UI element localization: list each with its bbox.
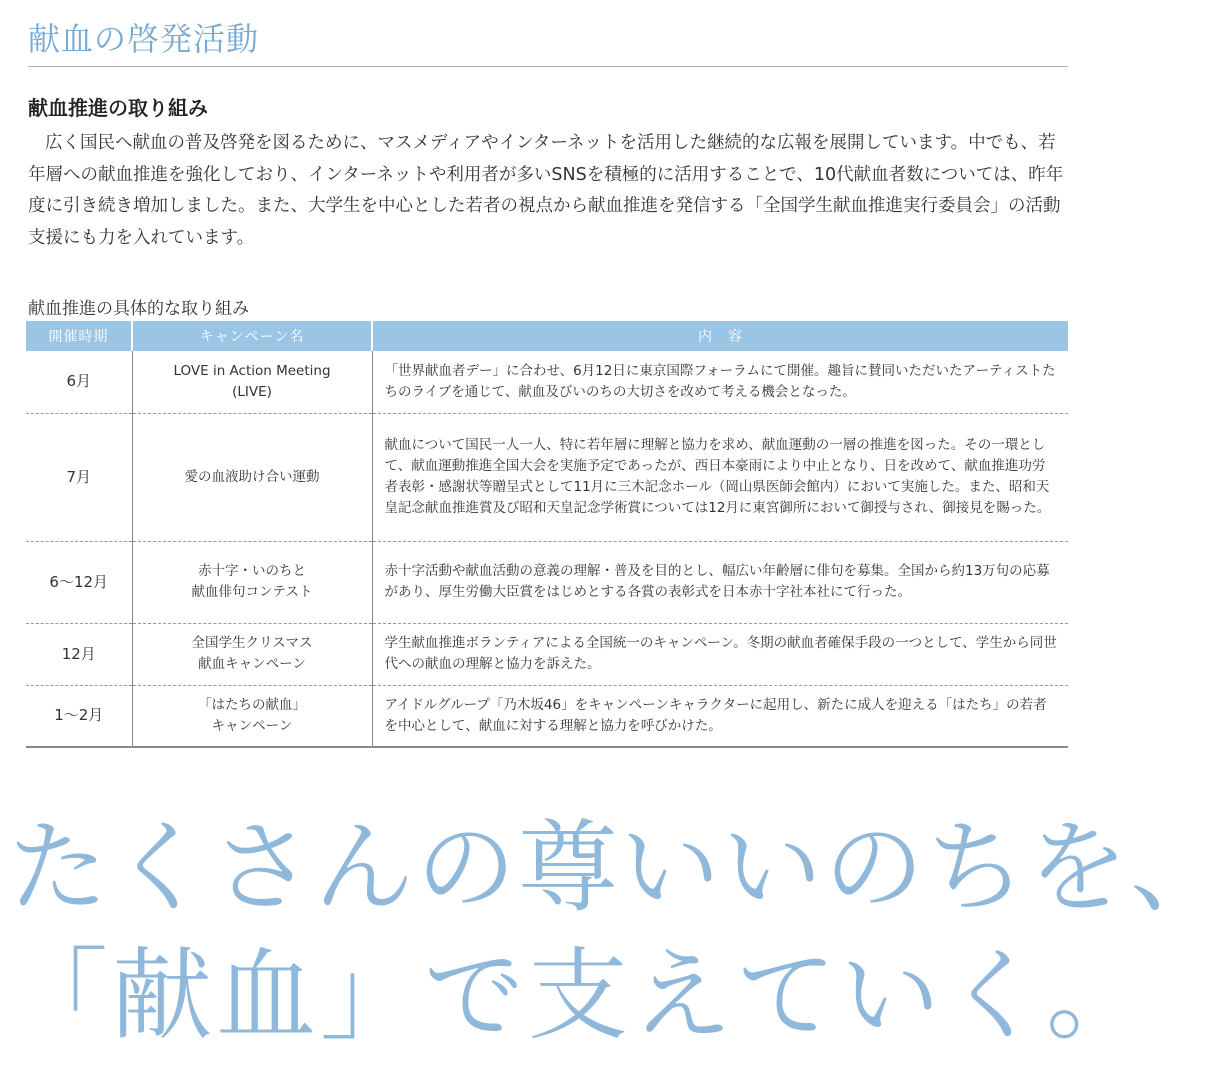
table-row (26, 413, 1068, 541)
header-campaign: キャンペーン名 (132, 321, 372, 351)
table-row (26, 685, 1068, 747)
table-row (26, 541, 1068, 623)
row-content: 学生献血推進ボランティアによる全国統一のキャンペーン。冬期の献血者確保手段の一つとして、学生から同世代への献血の理解と協力を訴えた。 (372, 623, 1068, 685)
section-title: 献血の啓発活動 (28, 20, 260, 58)
table-row (26, 351, 1068, 413)
row-campaign: LOVE in Action Meeting (LIVE) (132, 351, 372, 413)
row-content: 献血について国民一人一人、特に若年層に理解と協力を求め、献血運動の一層の推進を図った。その一環として、献血運動推進全国大会を実施予定であったが、西日本豪雨により中止となり、日を改めて、献血推進功労者表彰・感謝状等贈呈式として11月に三木記念ホール（岡山県医師会館内）において実施した。また、昭和天皇記念献血推進賞及び昭和天皇記念学術賞については12月に東宮御所において御授与され、御接見を賜った。 (372, 413, 1068, 541)
header-period: 開催時期 (26, 321, 132, 351)
title-divider (28, 66, 1068, 67)
intro-paragraph: 広く国民へ献血の普及啓発を図るために、マスメディアやインターネットを活用した継続的な広報を展開しています。中でも、若年層への献血推進を強化しており、インターネットや利用者が多いSNSを積極的に活用することで、10代献血者数については、昨年度に引き続き増加しました。また、大学生を中心とした若者の視点から献血推進を発信する「全国学生献血推進実行委員会」の活動支援にも力を入れています。 (28, 133, 1064, 248)
row-campaign: 全国学生クリスマス 献血キャンペーン (132, 623, 372, 685)
row-content: 赤十字活動や献血活動の意義の理解・普及を目的とし、幅広い年齢層に俳句を募集。全国から約13万句の応募があり、厚生労働大臣賞をはじめとする各賞の表彰式を日本赤十字社本社にて行った。 (372, 541, 1068, 623)
header-content: 内 容 (372, 321, 1068, 351)
row-content: アイドルグループ「乃木坂46」をキャンペーンキャラクターに起用し、新たに成人を迎える「はたち」の若者を中心として、献血に対する理解と協力を呼びかけた。 (372, 685, 1068, 747)
row-period: 7月 (26, 413, 132, 541)
row-campaign: 愛の血液助け合い運動 (132, 413, 372, 541)
slogan-line-1: たくさんの尊いいのちを、 (8, 809, 1232, 926)
row-period: 6～12月 (26, 541, 132, 623)
row-campaign: 「はたちの献血」 キャンペーン (132, 685, 372, 747)
row-content: 「世界献血者デー」に合わせ、6月12日に東京国際フォーラムにて開催。趣旨に賛同いただいたアーティストたちのライブを通じて、献血及びいのちの大切さを改めて考える機会となった。 (372, 351, 1068, 413)
table-row (26, 623, 1068, 685)
sub-heading: 献血推進の取り組み (28, 96, 208, 120)
row-campaign: 赤十字・いのちと 献血俳句コンテスト (132, 541, 372, 623)
row-period: 6月 (26, 351, 132, 413)
table-header-row (26, 321, 1068, 351)
table-caption: 献血推進の具体的な取り組み (28, 299, 249, 319)
row-period: 12月 (26, 623, 132, 685)
slogan-line-2: 「献血」で支えていく。 (8, 937, 1150, 1054)
campaign-table (26, 321, 1068, 748)
row-period: 1～2月 (26, 685, 132, 747)
